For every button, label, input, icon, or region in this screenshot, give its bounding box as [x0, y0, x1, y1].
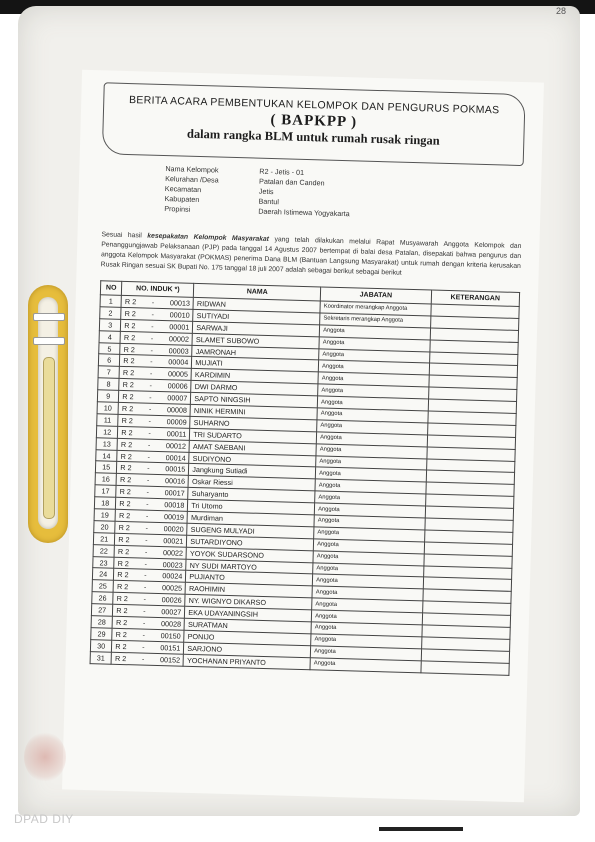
cell-jabatan: Anggota [312, 586, 423, 601]
induk-prefix: R 2 [121, 403, 134, 414]
induk-num: 00018 [164, 500, 185, 510]
induk-prefix: R 2 [116, 605, 128, 616]
induk-prefix: R 2 [117, 570, 129, 580]
induk-num: 00010 [169, 310, 190, 320]
clip-bar-top [33, 313, 65, 321]
induk-num: 00150 [160, 630, 181, 641]
cell-nama: AMAT SAEBANI [189, 440, 316, 455]
induk-num: 00017 [164, 488, 185, 498]
induk-number [121, 428, 186, 439]
induk-num: 00015 [165, 464, 186, 475]
induk-prefix: R 2 [124, 296, 137, 307]
induk-prefix: R 2 [124, 308, 136, 319]
cell-no: 20 [94, 521, 116, 533]
intro-prefix: Sesuai hasil [101, 231, 142, 240]
induk-dash: - [146, 499, 149, 509]
info-label: Propinsi [164, 204, 191, 214]
induk-num: 00016 [164, 476, 186, 487]
document-acronym: ( BAPKPP ) [270, 111, 358, 131]
cell-nama: SUDIYONO [189, 452, 316, 467]
induk-number [124, 344, 189, 355]
induk-prefix: R 2 [123, 356, 135, 366]
watermark: DPAD DIY [14, 812, 74, 826]
cell-jabatan: Anggota [317, 408, 428, 423]
induk-num: 00022 [162, 547, 184, 558]
induk-number [117, 582, 182, 593]
cell-nama: SUHARNO [190, 416, 317, 431]
induk-prefix: R 2 [115, 629, 127, 640]
cell-no: 6 [98, 354, 120, 366]
induk-dash: - [149, 368, 153, 379]
cell-nama: Suharyanto [188, 488, 315, 503]
induk-number [116, 606, 181, 617]
induk-num: 00006 [167, 381, 188, 391]
cell-no: 25 [92, 580, 114, 592]
cell-no: 3 [99, 319, 121, 331]
title-box [102, 82, 526, 166]
cell-nama: PUJIANTO [186, 571, 313, 586]
cell-jabatan: Anggota [319, 337, 430, 352]
cell-no: 30 [90, 639, 112, 651]
induk-number [123, 380, 188, 391]
info-value: Daerah Istimewa Yogyakarta [258, 206, 350, 219]
cell-nama: RAOHIMIN [185, 583, 312, 598]
induk-dash: - [141, 654, 145, 664]
induk-prefix: R 2 [117, 558, 129, 568]
cell-no: 8 [98, 378, 120, 390]
induk-prefix: R 2 [119, 487, 131, 497]
cell-jabatan: Anggota [314, 515, 425, 530]
info-value: Patalan dan Canden [258, 176, 325, 188]
cell-jabatan: Anggota [317, 420, 428, 435]
induk-dash: - [149, 392, 152, 402]
cell-nama: Oskar Riessi [188, 476, 315, 491]
cell-keterangan [421, 661, 510, 675]
cell-no: 27 [91, 604, 113, 616]
cell-nama: SUGENG MULYADI [187, 523, 314, 538]
induk-number [122, 416, 187, 427]
cell-nama: TRI SUDARTO [190, 428, 317, 443]
cell-no: 9 [97, 390, 119, 402]
document-page [62, 70, 544, 803]
induk-number [120, 475, 185, 486]
cell-nama: SLAMET SUBOWO [192, 333, 319, 348]
induk-dash: - [146, 487, 150, 497]
cell-jabatan: Anggota [318, 372, 429, 387]
induk-num: 00013 [169, 298, 191, 308]
induk-number [117, 594, 182, 605]
cell-no: 17 [95, 485, 117, 497]
cell-jabatan: Anggota [315, 491, 426, 506]
induk-prefix: R 2 [123, 344, 135, 354]
induk-num: 00012 [165, 440, 187, 451]
cell-no: 19 [94, 509, 116, 521]
cell-jabatan: Sekretaris merangkap Anggota [320, 313, 431, 328]
induk-dash: - [145, 523, 149, 533]
induk-number [121, 451, 186, 462]
induk-prefix: R 2 [122, 368, 135, 378]
induk-num: 00001 [169, 321, 190, 332]
cell-no: 13 [96, 437, 118, 449]
info-label: Nama Kelompok [165, 164, 219, 175]
induk-dash: - [147, 440, 151, 450]
induk-prefix: R 2 [118, 522, 130, 533]
induk-num: 00014 [165, 452, 186, 463]
induk-dash: - [146, 475, 150, 486]
cell-no: 2 [100, 307, 122, 319]
induk-dash: - [145, 511, 149, 521]
induk-prefix: R 2 [124, 320, 136, 330]
induk-prefix: R 2 [115, 617, 128, 628]
cell-jabatan: Anggota [313, 562, 424, 577]
induk-num: 00152 [159, 654, 181, 665]
induk-num: 00008 [166, 405, 188, 415]
clip-bar-middle [33, 337, 65, 345]
cell-nama: NY. WIGNYO DIKARSO [185, 595, 312, 610]
cell-jabatan: Anggota [313, 551, 424, 566]
induk-prefix: R 2 [114, 653, 127, 663]
induk-number [119, 523, 184, 534]
document-title: BERITA ACARA PEMBENTUKAN KELOMPOK DAN PENGURUS POKMAS [128, 94, 500, 117]
cell-nama: MUJIATI [192, 357, 319, 372]
induk-num: 00025 [161, 583, 183, 593]
induk-prefix: R 2 [118, 510, 131, 521]
cell-jabatan: Anggota [314, 503, 425, 518]
induk-dash: - [144, 547, 148, 557]
induk-dash: - [151, 321, 154, 331]
cell-jabatan: Anggota [315, 467, 426, 482]
cell-jabatan: Anggota [315, 479, 426, 494]
induk-num: 00151 [160, 642, 181, 653]
induk-num: 00021 [163, 535, 184, 546]
header-induk: NO. INDUK *) [122, 281, 194, 297]
induk-num: 00028 [160, 619, 182, 629]
cell-nama: SAPTO NINGSIH [191, 392, 318, 407]
document-subtitle: dalam rangka BLM untuk rumah rusak ringan [186, 126, 440, 148]
cell-nama: NY SUDI MARTOYO [186, 559, 313, 574]
clip-slot [38, 297, 58, 529]
induk-num: 00023 [162, 559, 183, 570]
cell-no: 4 [99, 330, 121, 342]
induk-dash: - [151, 297, 155, 307]
induk-prefix: R 2 [116, 582, 129, 592]
cell-no: 14 [96, 449, 118, 461]
cell-no: 5 [99, 342, 121, 354]
cell-nama: Jangkung Sutiadi [189, 464, 316, 479]
cell-jabatan: Anggota [316, 432, 427, 447]
cell-no: 18 [94, 497, 116, 509]
induk-number [116, 618, 181, 629]
cell-no: 23 [93, 556, 115, 568]
members-table [90, 280, 521, 675]
intro-emphasis: kesepakatan Kelompok Masyarakat [147, 232, 270, 243]
induk-number [122, 392, 187, 403]
induk-dash: - [147, 464, 150, 474]
induk-number [116, 630, 181, 641]
cell-no: 22 [93, 544, 115, 556]
cell-jabatan: Anggota [316, 455, 427, 470]
cell-jabatan: Anggota [310, 658, 421, 673]
cell-jabatan: Anggota [318, 384, 429, 399]
induk-number [120, 463, 185, 474]
induk-prefix: R 2 [123, 332, 136, 342]
cell-jabatan: Anggota [311, 610, 422, 625]
group-info [164, 164, 351, 219]
induk-prefix: R 2 [122, 392, 134, 402]
cell-jabatan: Anggota [312, 598, 423, 613]
induk-number [123, 356, 188, 367]
induk-dash: - [144, 571, 147, 581]
induk-dash: - [148, 428, 152, 438]
cell-jabatan: Anggota [312, 574, 423, 589]
intro-text: yang telah dilakukan melalui Rapat Musyawarah Anggota Kelompok dan Penanggungjawab Pelaksanaan (PJP) pada tanggal 14 Agustus 2007 bertempat di balai desa Patalan, disepakati bahwa pengurus dan anggota Kelompok Masyarakat (POKMAS) penerima Dana BLM (Bantuan Langsung Masyarakat) untuk rumah dengan kriteria kerusakan Rusak Ringan sesuai SK Bupati No. 175 tanggal 18 juli 2007 adalah sebagai berikut sebagai berikut [100, 236, 522, 277]
induk-dash: - [142, 618, 146, 628]
induk-num: 00007 [167, 393, 188, 403]
cell-no: 28 [91, 616, 113, 628]
info-value: R2 - Jetis - 01 [259, 166, 305, 177]
cell-jabatan: Anggota [311, 622, 422, 637]
cell-nama: SUTARDIYONO [187, 535, 314, 550]
cell-jabatan: Anggota [319, 325, 430, 340]
induk-number [122, 404, 187, 415]
induk-num: 00027 [161, 607, 182, 617]
cell-nama: PONIJO [184, 630, 311, 645]
info-label: Kecamatan [164, 184, 202, 195]
cell-nama: EKA UDAYANINGSIH [185, 606, 312, 621]
cell-nama: YOYOK SUDARSONO [186, 547, 313, 562]
cell-no: 1 [100, 295, 122, 307]
induk-prefix: R 2 [118, 534, 130, 544]
induk-number [119, 511, 184, 522]
info-label: Kelurahan /Desa [165, 174, 219, 185]
induk-dash: - [149, 380, 153, 390]
clip-rod [43, 357, 55, 519]
cell-jabatan: Anggota [317, 396, 428, 411]
induk-dash: - [143, 594, 147, 604]
cell-nama: KARDIMIN [191, 369, 318, 384]
induk-number [124, 333, 189, 344]
cell-nama: RIDWAN [193, 297, 320, 312]
cell-no: 29 [91, 628, 113, 640]
induk-dash: - [145, 535, 148, 545]
induk-dash: - [142, 642, 145, 652]
induk-number [117, 570, 182, 581]
scan-bottom-mark [379, 827, 463, 831]
induk-dash: - [151, 309, 155, 319]
induk-prefix: R 2 [117, 546, 130, 556]
induk-num: 00026 [161, 595, 182, 605]
induk-prefix: R 2 [116, 594, 128, 604]
cell-nama: Murdiman [187, 511, 314, 526]
cell-no: 24 [92, 568, 114, 580]
induk-prefix: R 2 [119, 498, 131, 509]
cell-nama: NINIK HERMINI [190, 404, 317, 419]
induk-num: 00024 [162, 571, 183, 582]
cell-nama: SUTIYADI [193, 309, 320, 324]
induk-number [115, 642, 180, 653]
cell-nama: SARWAJI [193, 321, 320, 336]
induk-num: 00011 [166, 428, 187, 439]
cell-no: 15 [95, 461, 117, 473]
induk-num: 00004 [168, 357, 189, 368]
induk-dash: - [148, 404, 152, 414]
cell-no: 12 [96, 426, 118, 438]
info-label: Kabupaten [164, 194, 200, 205]
induk-dash: - [150, 333, 154, 343]
induk-prefix: R 2 [120, 463, 132, 473]
induk-number [124, 321, 189, 332]
cell-nama: JAMRONAH [192, 345, 319, 360]
cell-nama: SARJONO [184, 642, 311, 657]
folder-number: 28 [555, 6, 566, 16]
induk-number [118, 535, 183, 546]
folder-clip [28, 285, 68, 543]
induk-dash: - [143, 582, 147, 592]
induk-num: 00019 [163, 512, 185, 522]
induk-prefix: R 2 [121, 427, 133, 437]
induk-dash: - [142, 630, 146, 640]
induk-num: 00003 [168, 345, 189, 356]
induk-num: 00009 [166, 417, 187, 427]
induk-prefix: R 2 [122, 380, 134, 390]
induk-prefix: R 2 [115, 641, 127, 651]
cell-jabatan: Anggota [314, 527, 425, 542]
cell-no: 7 [98, 366, 120, 378]
cell-jabatan: Anggota [313, 539, 424, 554]
cell-no: 11 [97, 414, 119, 426]
induk-num: 00020 [163, 524, 184, 534]
cell-nama: Tri Utomo [188, 499, 315, 514]
header-jabatan: JABATAN [320, 287, 431, 304]
cell-no: 10 [97, 402, 119, 414]
cell-nama: DWI DARMO [191, 381, 318, 396]
induk-prefix: R 2 [121, 415, 133, 426]
induk-number [118, 558, 183, 569]
induk-number [118, 547, 183, 558]
induk-dash: - [148, 416, 152, 426]
cell-jabatan: Anggota [319, 348, 430, 363]
info-value: Bantul [258, 196, 280, 207]
info-value: Jetis [258, 186, 274, 197]
induk-number [120, 487, 185, 498]
cell-no: 16 [95, 473, 117, 485]
cell-jabatan: Koordinator merangkap Anggota [320, 301, 431, 316]
induk-number [125, 297, 190, 308]
induk-prefix: R 2 [120, 451, 132, 461]
induk-number [123, 368, 188, 379]
cell-nama: YOCHANAN PRIYANTO [183, 654, 310, 669]
intro-paragraph [101, 230, 522, 282]
induk-dash: - [150, 345, 154, 355]
induk-number [121, 440, 186, 451]
header-keterangan: KETERANGAN [431, 290, 520, 306]
induk-num: 00005 [167, 369, 189, 380]
cell-nama: SURATMAN [184, 618, 311, 633]
cell-jabatan: Anggota [310, 646, 421, 661]
header-nama: NAMA [194, 283, 321, 301]
induk-number [115, 653, 180, 664]
induk-number [125, 309, 190, 320]
induk-num: 00002 [168, 333, 190, 344]
induk-dash: - [150, 357, 153, 367]
stamp-seal [24, 732, 66, 782]
cell-no: 31 [90, 651, 112, 663]
induk-dash: - [144, 559, 148, 569]
cell-no: 21 [93, 533, 115, 545]
induk-dash: - [143, 606, 146, 616]
induk-prefix: R 2 [119, 475, 132, 485]
induk-number [119, 499, 184, 510]
cell-jabatan: Anggota [318, 360, 429, 375]
cell-jabatan: Anggota [316, 444, 427, 459]
cell-induk [111, 652, 183, 666]
induk-prefix: R 2 [120, 439, 133, 449]
induk-dash: - [147, 452, 151, 462]
cell-no: 26 [92, 592, 114, 604]
cell-jabatan: Anggota [311, 634, 422, 649]
header-no: NO [100, 281, 122, 296]
